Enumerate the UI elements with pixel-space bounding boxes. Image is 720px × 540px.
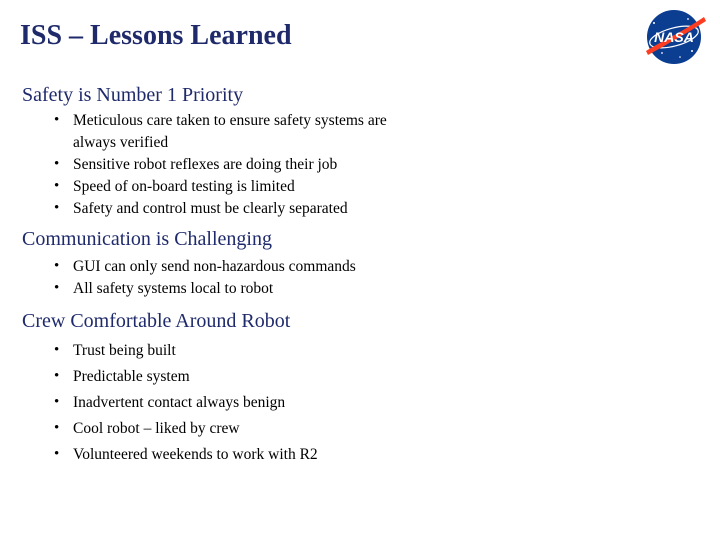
bullet-item: • Cool robot – liked by crew (54, 416, 662, 442)
bullet-dot-icon: • (54, 178, 60, 194)
section-heading: Communication is Challenging (22, 228, 272, 250)
bullet-list (22, 338, 662, 468)
bullet-dot-icon: • (54, 258, 60, 274)
section-communication (22, 226, 662, 300)
section-heading: Safety is Number 1 Priority (22, 84, 244, 106)
bullet-item: • Speed of on-board testing is limited (54, 178, 295, 195)
bullet-dot-icon: • (54, 446, 60, 462)
bullet-dot-icon: • (54, 420, 60, 436)
bullet-dot-icon: • (54, 156, 60, 172)
bullet-dot-icon: • (54, 368, 60, 384)
bullet-list (22, 256, 662, 300)
bullet-item: • Safety and control must be clearly separated (54, 200, 348, 217)
bullet-item: • Trust being built (54, 338, 662, 364)
nasa-logo-icon (640, 7, 708, 67)
bullet-list (22, 110, 662, 220)
bullet-dot-icon: • (54, 112, 60, 128)
bullet-dot-icon: • (54, 394, 60, 410)
bullet-item: • GUI can only send non-hazardous commands (54, 258, 356, 275)
bullet-dot-icon: • (54, 280, 60, 296)
bullet-dot-icon: • (54, 200, 60, 216)
bullet-item: • All safety systems local to robot (54, 280, 274, 297)
slide-content (22, 82, 662, 468)
bullet-item: • Predictable system (54, 364, 662, 390)
section-crew (22, 308, 662, 468)
bullet-item: • Inadvertent contact always benign (54, 390, 662, 416)
section-heading: Crew Comfortable Around Robot (22, 310, 291, 332)
bullet-item: • Meticulous care taken to ensure safety systems are always verified (54, 112, 387, 151)
section-safety (22, 82, 662, 220)
nasa-logo-text: NASA (654, 29, 694, 45)
bullet-item: • Volunteered weekends to work with R2 (54, 442, 662, 468)
slide-title: ISS – Lessons Learned (20, 20, 292, 51)
bullet-item: • Sensitive robot reflexes are doing their job (54, 156, 338, 173)
bullet-dot-icon: • (54, 342, 60, 358)
